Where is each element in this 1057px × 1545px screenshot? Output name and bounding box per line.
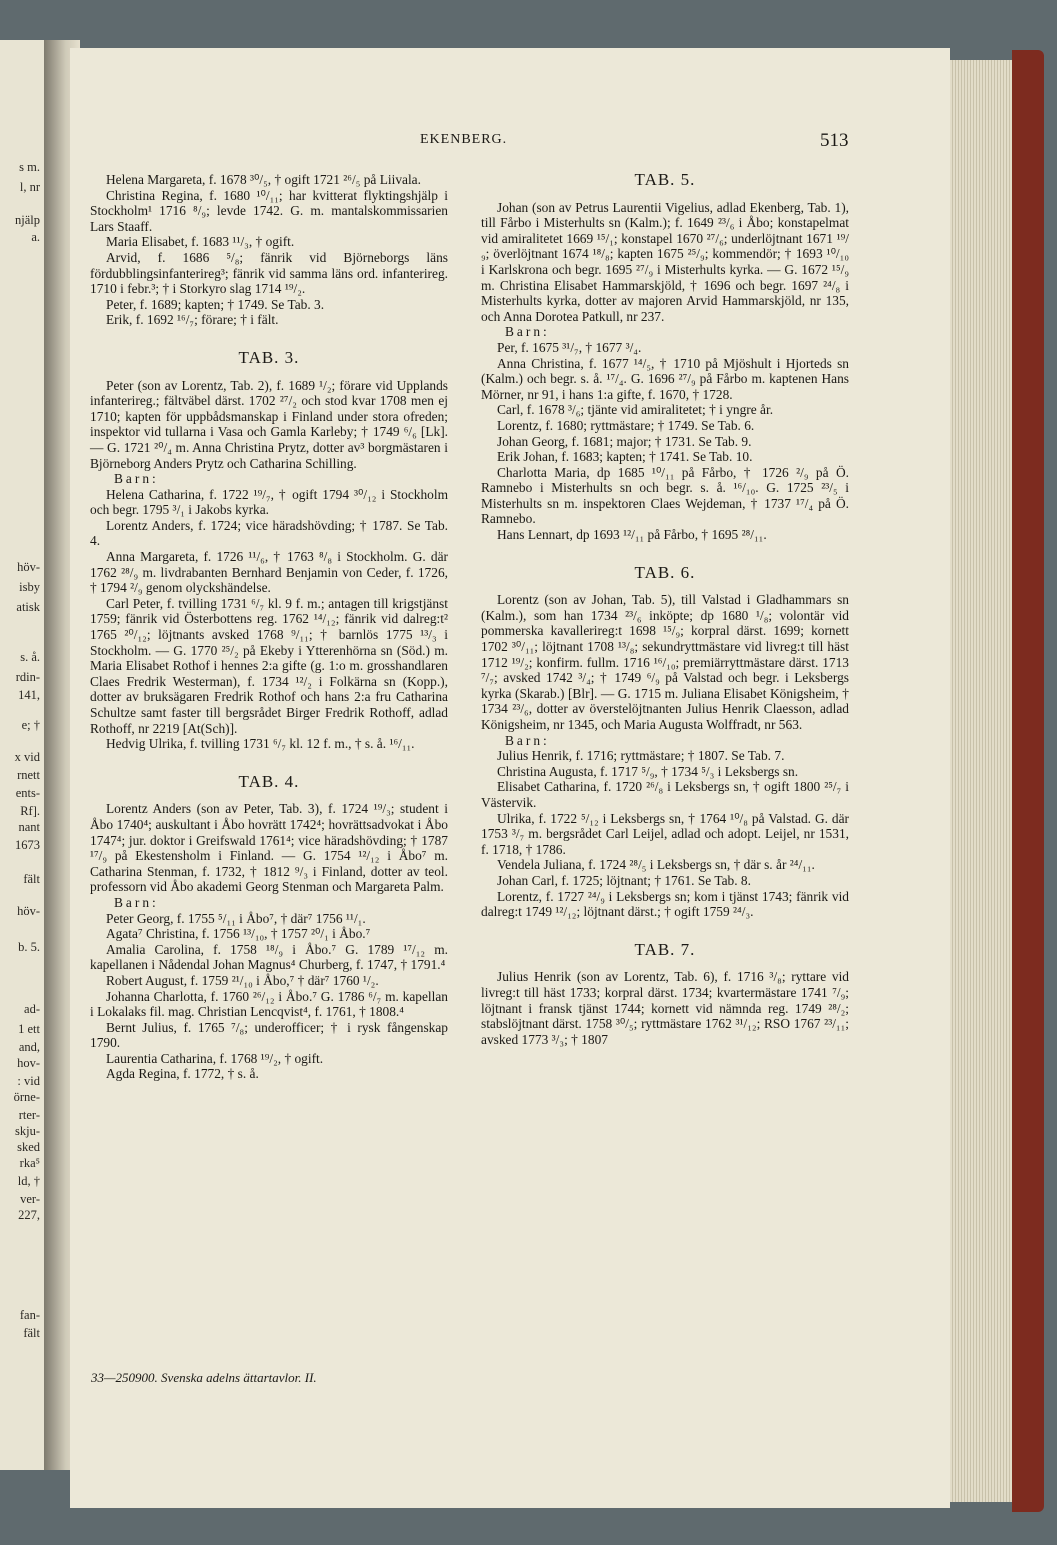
table-heading: TAB. 3. (238, 347, 300, 367)
genealogy-entry: Amalia Carolina, f. 1758 ¹⁸/₉ i Åbo.⁷ G. 1789 ¹⁷/₁₂ m. kapellanen i Nådendal Johan Magnus⁴ Churberg, f. 1747, † 1791.⁴ (90, 941, 448, 973)
left-page-fragment: Rf]. (20, 804, 40, 818)
left-page-fragment: rnett (17, 768, 40, 782)
left-page-fragment: s m. (19, 160, 40, 174)
children-label: Barn: (505, 324, 550, 340)
left-page-edge (0, 40, 45, 1470)
left-page-fragment: 1673 (15, 838, 40, 852)
left-page-fragment: hov- (17, 1056, 40, 1070)
table-heading: TAB. 6. (634, 562, 696, 582)
left-page-fragment: l, nr (19, 180, 40, 194)
genealogy-entry: Helena Margareta, f. 1678 ³⁰/₅, † ogift 1721 ²⁶/₅ på Liivala. (106, 172, 421, 187)
right-text-column (481, 172, 849, 1047)
left-page-fragment: : vid (17, 1074, 40, 1088)
left-page-fragment: rdin- (15, 670, 40, 684)
left-page-fragment: höv- (17, 904, 40, 918)
left-page-fragment: x vid (14, 750, 40, 764)
left-text-column (90, 172, 448, 1082)
genealogy-entry: Lorentz Anders (son av Peter, Tab. 3), f. 1724 ¹⁹/₃; student i Åbo 1740⁴; auskultant i Åbo hovrätt 1742⁴; hovrättsadvokat i Åbo 1747⁴; jur. doktor i Greifswald 1761⁴; vice häradshövding; † 1787 ¹⁷/₉ på Ekestensholm i Finland. — G. 1754 ¹²/₁₂ i Åbo⁷ m. Catharina Stenman, f. 1732, † 1812 ⁹/₃ i Finland, dotter av teol. professorn vid Åbo akademi Georg Stenman och Margareta Palm. (90, 801, 448, 895)
table-heading: TAB. 7. (634, 939, 696, 959)
genealogy-entry: Charlotta Maria, dp 1685 ¹⁰/₁₁ på Fårbo, † 1726 ²/₉ på Ö. Ramnebo i Misterhults sn och begr. s. å. ¹⁶/₁₀. G. 1725 ²³/₅ i Misterhults sn m. inspektoren Claes Wejdeman, † 1737 ¹⁷/₄ på Ö. Ramnebo. (481, 464, 849, 527)
genealogy-entry: Anna Christina, f. 1677 ¹⁴/₅, † 1710 på Mjöshult i Hjorteds sn (Kalm.) och begr. s. å. ¹⁷/₄. G. 1696 ²⁷/₉ på Fårbo m. kaptenen Hans Mörner, nr 91, i hans 1:a gifte, f. 1670, † 1728. (481, 355, 849, 402)
left-page-fragment: a. (31, 230, 40, 244)
left-page-fragment: ents- (15, 786, 40, 800)
genealogy-entry: Peter Georg, f. 1755 ⁵/₁₁ i Åbo⁷, † där⁷ 1756 ¹¹/₁. (106, 910, 366, 926)
left-page-fragment: ad- (24, 1002, 40, 1016)
page-block-edges (950, 60, 1012, 1502)
left-page-fragment: atisk (16, 600, 40, 614)
genealogy-entry: Lorentz, f. 1727 ²⁴/₉ i Leksbergs sn; kom i tjänst 1743; fänrik vid dalreg:t 1749 ¹²/₁₂; löjtnant därst.; † ogift 1759 ²⁴/₃. (481, 888, 849, 920)
genealogy-entry: Helena Catharina, f. 1722 ¹⁹/₇, † ogift 1794 ³⁰/₁₂ i Stockholm och begr. 1795 ³/₁ i Jakobs kyrka. (90, 486, 448, 518)
genealogy-entry: Erik, f. 1692 ¹⁶/₇; förare; † i fält. (106, 312, 279, 328)
left-page-fragment: njälp (15, 213, 40, 227)
running-header: EKENBERG. (420, 132, 508, 147)
table-heading: TAB. 5. (634, 170, 696, 189)
page-number: 513 (820, 130, 849, 151)
genealogy-entry: Christina Augusta, f. 1717 ⁵/₉, † 1734 ⁵/₃ i Leksbergs sn. (497, 763, 799, 779)
children-label: Barn: (505, 732, 550, 748)
left-page-fragment: isby (19, 580, 40, 594)
left-page-fragment: ld, † (17, 1174, 40, 1188)
children-label: Barn: (114, 471, 159, 487)
left-page-fragment: nant (18, 820, 40, 834)
genealogy-entry: Carl Peter, f. tvilling 1731 ⁶/₇ kl. 9 f. m.; antagen till krigstjänst 1759; fänrik vid Österbottens reg. 1762 ¹⁴/₁₂; fänrik vid dalreg:t² 1765 ²⁰/₁₂; löjtnants avsked 1768 ⁹/₁₁; † barnlös 1775 ¹³/₃ i Stockholm. — G. 1770 ²⁵/₂ på Ekeby i Ytterenhörna sn (Söd.) m. Maria Elisabet Rothof i hennes 2:a gifte (g. 1:o m. grosshandlaren Claes Fredrik Westerman), f. 1734 ¹²/₂ i Folkärna sn (Kopp.), dotter av bruksägaren Fredrik Rothof och hans 2:a fru Catharina Schultze samt faster till bergsrådet Birger Fredrik Rothoff, adlad Rothoff, nr 2219 [At(Sch)]. (90, 595, 448, 736)
genealogy-entry: Johan Georg, f. 1681; major; † 1731. Se Tab. 9. (497, 433, 752, 449)
genealogy-entry: Johanna Charlotta, f. 1760 ²⁶/₁₂ i Åbo.⁷ G. 1786 ⁶/₇ m. kapellan i Lokalaks fil. mag. Christian Lencqvist⁴, f. 1761, † 1808.⁴ (90, 988, 448, 1020)
genealogy-entry: Julius Henrik, f. 1716; ryttmästare; † 1807. Se Tab. 7. (497, 748, 785, 764)
book-cover (1012, 50, 1044, 1512)
genealogy-entry: Per, f. 1675 ³¹/₇, † 1677 ³/₄. (497, 339, 642, 355)
genealogy-entry: Maria Elisabet, f. 1683 ¹¹/₃, † ogift. (106, 234, 295, 250)
left-page-fragment: 227, (18, 1208, 40, 1222)
genealogy-entry: Hedvig Ulrika, f. tvilling 1731 ⁶/₇ kl. 12 f. m., † s. å. ¹⁶/₁₁. (106, 736, 415, 752)
left-page-fragment: 1 ett (18, 1022, 40, 1036)
genealogy-entry: Arvid, f. 1686 ⁵/₈; fänrik vid Björneborgs läns fördubblingsinfanterireg³; fänrik vid samma läns ord. infanterireg. 1710 i febr.³; † i Storkyro slag 1714 ¹⁹/₂. (90, 249, 448, 297)
genealogy-entry: Hans Lennart, dp 1693 ¹²/₁₁ på Fårbo, † 1695 ²⁸/₁₁. (497, 527, 767, 543)
left-page-fragment: rter- (18, 1108, 40, 1122)
genealogy-entry: Vendela Juliana, f. 1724 ²⁸/₅ i Leksbergs sn, † där s. år ²⁴/₁₁. (497, 857, 815, 873)
genealogy-entry: Johan Carl, f. 1725; löjtnant; † 1761. Se Tab. 8. (497, 872, 751, 888)
left-page-fragment: fan- (19, 1308, 40, 1322)
left-page-fragment: and, (18, 1040, 40, 1054)
left-page-fragment: s. å. (20, 650, 40, 664)
genealogy-entry: Carl, f. 1678 ³/₆; tjänte vid amiralitetet; † i yngre år. (497, 402, 774, 418)
genealogy-entry: Bernt Julius, f. 1765 ⁷/₈; underofficer; † i rysk fångenskap 1790. (90, 1019, 448, 1051)
genealogy-entry: Julius Henrik (son av Lorentz, Tab. 6), f. 1716 ³/₈; ryttare vid livreg:t till häst 1733; korpral därst. 1734; kvartermästare 1741 ⁷/₉; löjtnant i fransk tjänst 1744; kornett vid nämnda reg. 1749 ²⁸/₂; stabslöjtnant därst. 1758 ³⁰/₅; ryttmästare 1762 ³¹/₁₂; RSO 1767 ²³/₁₁; avsked 1773 ³/₃; † 1807 (481, 969, 849, 1047)
left-page-fragment: örne- (13, 1090, 40, 1104)
genealogy-entry: Agda Regina, f. 1772, † s. å. (106, 1066, 259, 1082)
left-page-fragment: fält (23, 1326, 40, 1340)
left-page-fragment: höv- (17, 560, 40, 574)
genealogy-entry: Peter (son av Lorentz, Tab. 2), f. 1689 ¹/₂; förare vid Upplands infanterireg.; fältväbel därst. 1702 ²⁷/₂ och stod kvar 1708 men ej 1710; kapten för uppbådsmanskap i Finland under stora ofreden; inspektor vid tullarna i Vasa och Gamla Karleby; † 1749 ⁶/₆ [Lk]. — G. 1721 ²⁰/₄ m. Anna Christina Prytz, dotter av³ borgmästaren i Björneborg Anders Prytz och Catharina Schilling. (90, 377, 448, 471)
left-page-fragment: e; † (21, 718, 40, 732)
table-heading: TAB. 4. (238, 771, 300, 791)
left-page-fragment: fält (23, 872, 40, 886)
genealogy-entry: Erik Johan, f. 1683; kapten; † 1741. Se Tab. 10. (497, 449, 753, 465)
left-page-fragment: b. 5. (18, 940, 40, 954)
left-page-fragment: skju- (15, 1124, 40, 1138)
genealogy-entry: Lorentz, f. 1680; ryttmästare; † 1749. Se Tab. 6. (497, 417, 755, 433)
genealogy-entry: Johan (son av Petrus Laurentii Vigelius, adlad Ekenberg, Tab. 1), till Fårbo i Misterhults sn (Kalm.); f. 1649 ²³/₆ i Åbo; konstapelmat vid amiralitetet 1669 ¹⁵/₁; konstapel 1670 ²⁷/₆; underlöjtnant 1671 ¹⁹/₉; överlöjtnant 1674 ¹⁸/₈; kapten 1675 ²⁵/₉; kommendör; † 1693 ¹⁰/₁₀ i Karlskrona och begr. 1695 ²⁷/₉ i Misterhults kyrka. — G. 1672 ¹⁵/₉ m. Christina Elisabet Hammarskjöld, † 1696 och begr. 1697 ²⁴/₈ i Misterhults kyrka, dotter av majoren Arvid Hammarskjöld, nr 135, och Anna Dorotea Patkull, nr 237. (481, 199, 849, 324)
genealogy-entry: Lorentz Anders, f. 1724; vice häradshövding; † 1787. Se Tab. 4. (90, 517, 448, 549)
genealogy-entry: Peter, f. 1689; kapten; † 1749. Se Tab. 3. (106, 296, 325, 312)
left-page-fragment: sked (17, 1140, 40, 1154)
left-page-fragment: 141, (18, 688, 40, 702)
genealogy-entry: Anna Margareta, f. 1726 ¹¹/₆, † 1763 ⁸/₈ i Stockholm. G. där 1762 ²⁸/₉ m. livdrabanten Bernhard Benjamin von Ceder, f. 1726, † 1794 ²/₉ genom olyckshändelse. (90, 549, 448, 596)
genealogy-entry: Ulrika, f. 1722 ⁵/₁₂ i Leksbergs sn, † 1764 ¹⁰/₈ på Valstad. G. där 1753 ³/₇ m. bergsrådet Carl Leijel, adlad och adopt. Leijel, nr 1531, f. 1718, † 1786. (481, 810, 849, 857)
genealogy-entry: Elisabet Catharina, f. 1720 ²⁶/₈ i Leksbergs sn, † ogift 1800 ²⁵/₇ i Västervik. (481, 779, 849, 810)
children-label: Barn: (114, 894, 159, 910)
page-footer: 33—250900. Svenska adelns ättartavlor. II. (91, 1370, 317, 1385)
genealogy-entry: Laurentia Catharina, f. 1768 ¹⁹/₂, † ogift. (106, 1050, 324, 1066)
genealogy-entry: Agata⁷ Christina, f. 1756 ¹³/₁₀, † 1757 ²⁰/₁ i Åbo.⁷ (106, 926, 371, 942)
left-page-fragment: rka⁵ (19, 1156, 40, 1170)
genealogy-entry: Robert August, f. 1759 ²¹/₁₀ i Åbo,⁷ † där⁷ 1760 ¹/₂. (106, 972, 379, 988)
genealogy-entry: Lorentz (son av Johan, Tab. 5), till Valstad i Gladhammars sn (Kalm.), som han 1734 ²³/₆ inköpte; dp 1680 ¹/₈; volontär vid pommerska kavallerireg:t 1698 ¹⁵/₉; korpral därst. 1699; kornett 1702 ³⁰/₁₁; löjtnant 1708 ¹³/₈; sekundryttmästare vid livreg:t till häst 1712 ¹⁹/₂; konfirm. fullm. 1716 ¹⁶/₁₀; premiärryttmästare därst. 1713 ⁷/₇; avsked 1742 ³/₄; † 1749 ⁶/₉ på Valstad och begr. i Leksbergs kyrka (Skarab.) [Blr]. — G. 1715 m. Juliana Elisabet Königsheim, † 1734 ²³/₆, dotter av överstelöjtnanten Julius Henrik Claesson, adlad Königsheim, nr 1345, och Maria Augusta Wolffradt, nr 563. (481, 592, 849, 732)
left-page-fragment: ver- (20, 1192, 40, 1206)
genealogy-entry: Christina Regina, f. 1680 ¹⁰/₁₁; har kvitterat flyktingshjälp i Stockholm¹ 1716 ⁸/₉; levde 1742. G. m. mantalskommissarien Lars Staaff. (90, 187, 448, 234)
